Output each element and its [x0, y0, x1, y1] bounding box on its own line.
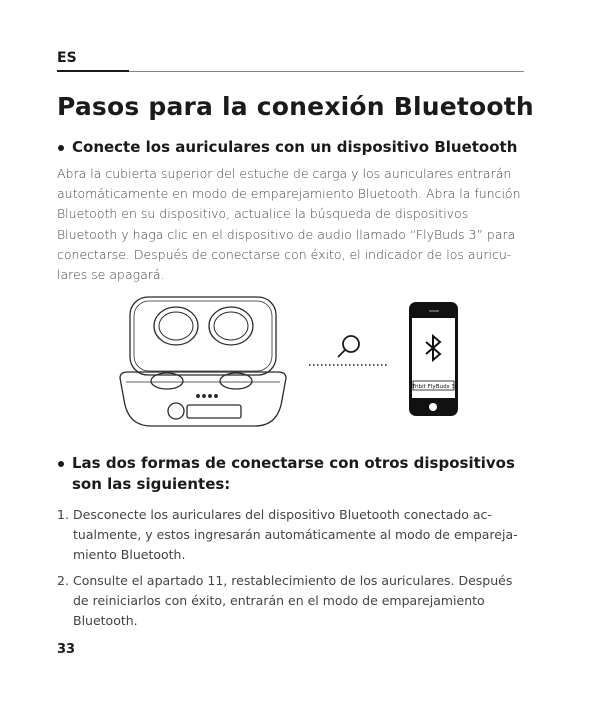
- section-heading-other-devices: [58, 453, 528, 495]
- list-item: [57, 571, 527, 631]
- list-item-text: Consulte el apartado 11, restablecimiento de los auriculares. Después de reiniciarlos con éxito, entrarán en el modo de emparejamiento Bluetooth.: [73, 573, 513, 628]
- list-number: 1.: [57, 507, 69, 522]
- bullet-dot: [58, 461, 64, 467]
- page-number: 33: [57, 642, 76, 657]
- page-title: Pasos para la conexión Bluetooth: [57, 92, 534, 121]
- search-icon: [338, 336, 359, 357]
- device-name-label: Tribit FlyBuds 3: [412, 384, 455, 390]
- section-heading-text: Las dos formas de conectarse con otros dispositivos son las siguientes:: [72, 454, 515, 493]
- section-heading-text: Conecte los auriculares con un dispositivo Bluetooth: [72, 138, 518, 156]
- list-number: 2.: [57, 573, 69, 588]
- charging-case-icon: [120, 297, 286, 426]
- list-item-text: Desconecte los auriculares del dispositivo Bluetooth conectado ac-tualmente, y estos ingresarán automáticamente al modo de empareja-miento Bluetooth.: [73, 507, 518, 562]
- connect-instructions: Abra la cubierta superior del estuche de carga y los auriculares entrarán automáticamente en modo de emparejamiento Bluetooth. Abra la función Bluetooth en su dispositivo, actualice la búsqueda de dispositivos Bluetooth y haga clic en el dispositivo de audio llamado “FlyBuds 3” para conectarse. Después de conectarse con éxito, el indicador de los auricu-lares se apagará.: [57, 166, 521, 283]
- list-item: [57, 505, 527, 565]
- language-code: ES: [57, 50, 77, 66]
